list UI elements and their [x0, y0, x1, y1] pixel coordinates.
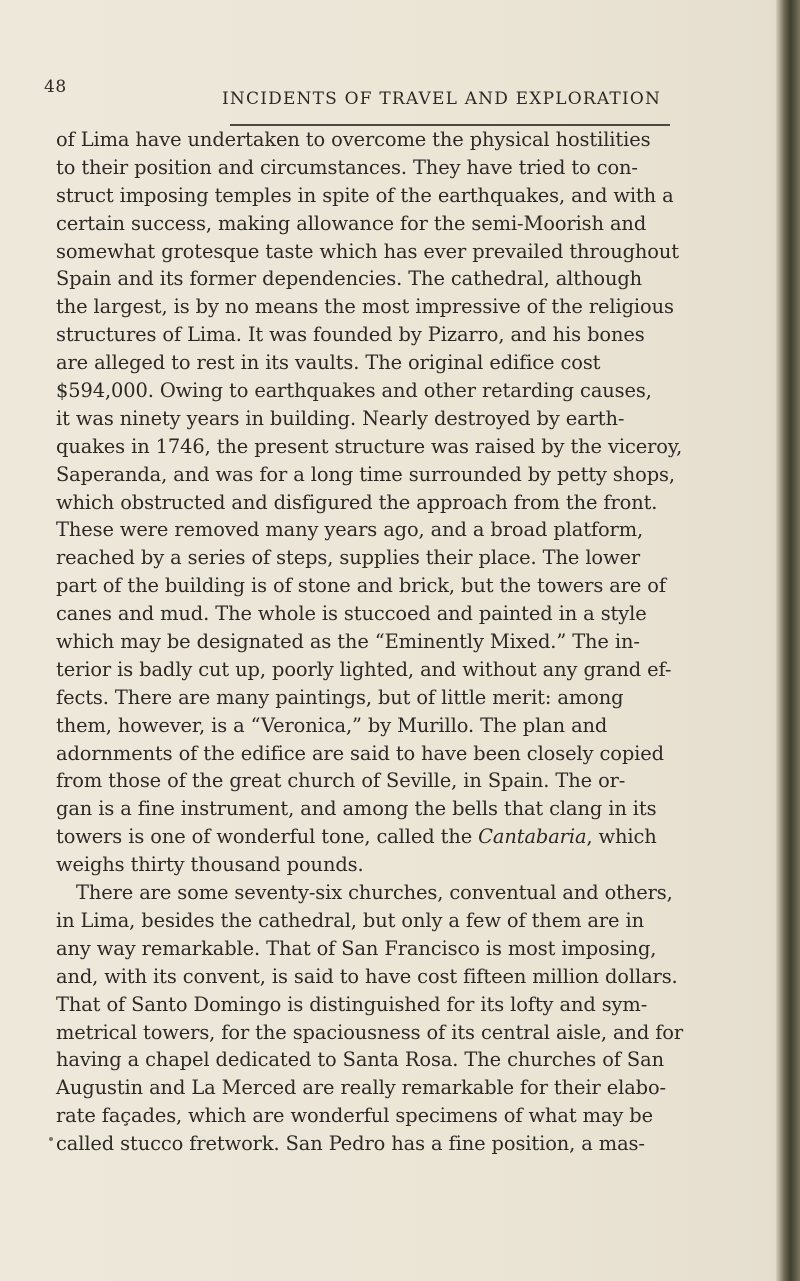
text-line — [56, 823, 786, 851]
text-line: are alleged to rest in its vaults. The original edifice cost — [56, 351, 601, 375]
text-line: called stucco fretwork. San Pedro has a fine position, a mas- — [56, 1132, 645, 1156]
text-line: it was ninety years in building. Nearly destroyed by earth- — [56, 406, 625, 430]
text-line: rate façades, which are wonderful specimens of what may be — [56, 1104, 653, 1128]
text-line: $594,000. Owing to earthquakes and other retarding causes, — [56, 379, 652, 403]
text-line: from those of the great church of Seville, in Spain. The or- — [56, 769, 626, 793]
body-text — [56, 126, 786, 1158]
text-line: weighs thirty thousand pounds. — [56, 853, 364, 877]
text-line: There are some seventy-six churches, conventual and others, — [76, 881, 673, 905]
text-line: gan is a fine instrument, and among the bells that clang in its — [56, 797, 657, 821]
text-line: somewhat grotesque taste which has ever prevailed throughout — [56, 239, 679, 263]
margin-spot — [49, 1137, 53, 1141]
text-line: structures of Lima. It was founded by Pizarro, and his bones — [56, 323, 645, 347]
text-line: which obstructed and disfigured the approach from the front. — [56, 490, 658, 514]
text-line: Saperanda, and was for a long time surrounded by petty shops, — [56, 462, 675, 486]
text-line: to their position and circumstances. They have tried to con- — [56, 155, 638, 179]
text-line: reached by a series of steps, supplies their place. The lower — [56, 546, 641, 570]
text-line: them, however, is a “Veronica,” by Murillo. The plan and — [56, 713, 608, 737]
text-line: fects. There are many paintings, but of little merit: among — [56, 685, 624, 709]
text-line: which may be designated as the “Eminently Mixed.” The in- — [56, 630, 640, 654]
text-line: canes and mud. The whole is stuccoed and painted in a style — [56, 602, 647, 626]
text-line: the largest, is by no means the most impressive of the religious — [56, 295, 674, 319]
text-line: terior is badly cut up, poorly lighted, and without any grand ef- — [56, 657, 672, 681]
text-line: in Lima, besides the cathedral, but only a few of them are in — [56, 908, 644, 932]
running-head: INCIDENTS OF TRAVEL AND EXPLORATION — [222, 89, 662, 109]
text-line: and, with its convent, is said to have cost fifteen million dollars. — [56, 964, 678, 988]
text-line: of Lima have undertaken to overcome the physical hostilities — [56, 128, 651, 151]
text-line: having a chapel dedicated to Santa Rosa. The churches of San — [56, 1048, 664, 1072]
page-number: 48 — [44, 77, 67, 97]
text-line: These were removed many years ago, and a broad platform, — [56, 518, 644, 542]
text-line: Spain and its former dependencies. The cathedral, although — [56, 267, 643, 291]
text-line: That of Santo Domingo is distinguished for its lofty and sym- — [56, 992, 648, 1016]
text-line: part of the building is of stone and brick, but the towers are of — [56, 574, 666, 598]
text-line: Augustin and La Merced are really remarkable for their elabo- — [56, 1076, 666, 1100]
text-line: any way remarkable. That of San Francisco is most imposing, — [56, 936, 657, 960]
italic-term: Cantabaria — [478, 825, 587, 849]
text-line: adornments of the edifice are said to have been closely copied — [56, 741, 664, 765]
text-line: metrical towers, for the spaciousness of its central aisle, and for — [56, 1020, 684, 1044]
text-segment: towers is one of wonderful tone, called the — [56, 825, 473, 849]
text-line: struct imposing temples in spite of the earthquakes, and with a — [56, 183, 674, 207]
page-header — [44, 77, 744, 117]
text-line: certain success, making allowance for the semi-Moorish and — [56, 211, 647, 235]
text-segment: , which — [586, 825, 657, 849]
text-line: quakes in 1746, the present structure was raised by the viceroy, — [56, 434, 683, 458]
